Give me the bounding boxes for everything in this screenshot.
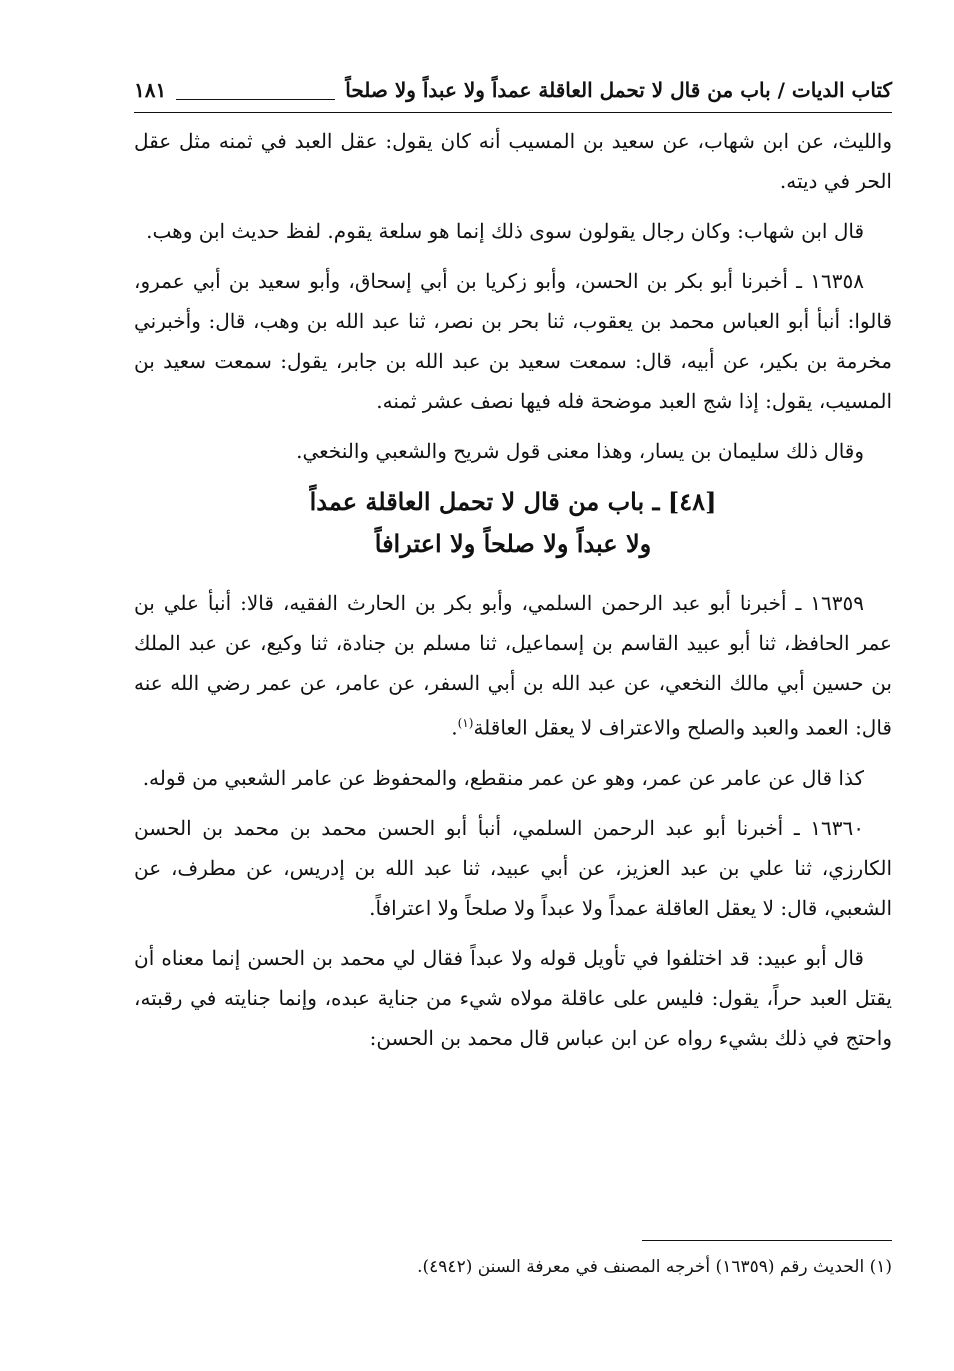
- paragraph-2: قال ابن شهاب: وكان رجال يقولون سوى ذلك إنما هو سلعة يقوم. لفظ حديث ابن وهب.: [146, 219, 864, 243]
- paragraph-1: والليث، عن ابن شهاب، عن سعيد بن المسيب أنه كان يقول: عقل العبد في ثمنه مثل عقل الحر في ديته.: [134, 129, 892, 193]
- footnote: (١) الحديث رقم (١٦٣٥٩) أخرجه المصنف في معرفة السنن (٤٩٤٢).: [417, 1257, 892, 1277]
- page-number: ١٨١: [134, 78, 167, 102]
- footnote-rule: [642, 1240, 892, 1241]
- footnote-marker: (١): [457, 716, 474, 730]
- paragraph-6: كذا قال عن عامر عن عمر، وهو عن عمر منقطع، والمحفوظ عن عامر الشعبي من قوله.: [142, 765, 864, 790]
- running-header: [134, 70, 892, 113]
- hadith-16359-text: ١٦٣٥٩ ـ أخبرنا أبو عبد الرحمن السلمي، وأبو بكر بن الحارث الفقيه، قالا: أنبأ علي بن عمر الحافظ، ثنا أبو عبيد القاسم بن إسماعيل، ثنا مسلم بن جنادة، ثنا وكيع، عن عبد الملك بن حسين أبي مالك النخعي، عن عبد الله بن أبي السفر، عن عامر، عن عمر رضي الله عنه قال: العمد والعبد والصلح والاعتراف لا يعقل العاقلة: [134, 591, 892, 740]
- main-text: [134, 121, 892, 1058]
- chapter-heading: [134, 481, 892, 565]
- hadith-16360: ١٦٣٦٠ ـ أخبرنا أبو عبد الرحمن السلمي، أنبأ أبو الحسن محمد بن محمد بن الحسن الكارزي، ثنا علي بن عبد العزيز، عن أبي عبيد، ثنا عبد الله بن إدريس، عن مطرف، عن الشعبي، قال: لا يعقل العاقلة عمداً ولا عبداً ولا صلحاً ولا اعترافاً.: [134, 815, 892, 920]
- header-title: كتاب الديات / باب من قال لا تحمل العاقلة عمداً ولا عبداً ولا صلحاً: [345, 78, 892, 102]
- header-rule: [176, 99, 335, 100]
- paragraph-8: قال أبو عبيد: قد اختلفوا في تأويل قوله ولا عبداً فقال لي محمد بن الحسن إنما معناه أن يقتل العبد حراً، يقول: فليس على عاقلة مولاه شيء من جناية عبده، وإنما جنايته في رقبته، واحتج في ذلك بشيء رواه عن ابن عباس قال محمد بن الحسن:: [134, 945, 892, 1050]
- chapter-heading-line-2: ولا عبداً ولا صلحاً ولا اعترافاً: [374, 529, 652, 558]
- chapter-heading-line-1: [٤٨] ـ باب من قال لا تحمل العاقلة عمداً: [309, 487, 717, 516]
- paragraph-4: وقال ذلك سليمان بن يسار، وهذا معنى قول شريح والشعبي والنخعي.: [296, 439, 864, 463]
- hadith-16358: ١٦٣٥٨ ـ أخبرنا أبو بكر بن الحسن، وأبو زكريا بن أبي إسحاق، وأبو سعيد بن أبي عمرو، قالوا: أنبأ أبو العباس محمد بن يعقوب، ثنا بحر بن نصر، ثنا عبد الله بن وهب، قال: وأخبرني مخرمة بن بكير، عن أبيه، قال: سمعت سعيد بن عبد الله بن جابر، يقول: سمعت سعيد بن المسيب، يقول: إذا شج العبد موضحة فله فيها نصف عشر ثمنه.: [134, 269, 893, 413]
- hadith-16359: ١٦٣٥٩ ـ أخبرنا أبو عبد الرحمن السلمي، وأبو بكر بن الحارث الفقيه، قالا: أنبأ علي بن عمر الحافظ، ثنا أبو عبيد القاسم بن إسماعيل، ثنا مسلم بن جنادة، ثنا وكيع، عن عبد الملك بن حسين أبي مالك النخعي، عن عبد الله بن أبي السفر، عن عامر، عن عمر رضي الله عنه قال: العمد والعبد والصلح والاعتراف لا يعقل العاقلة$^{(١)}$.: [134, 591, 892, 740]
